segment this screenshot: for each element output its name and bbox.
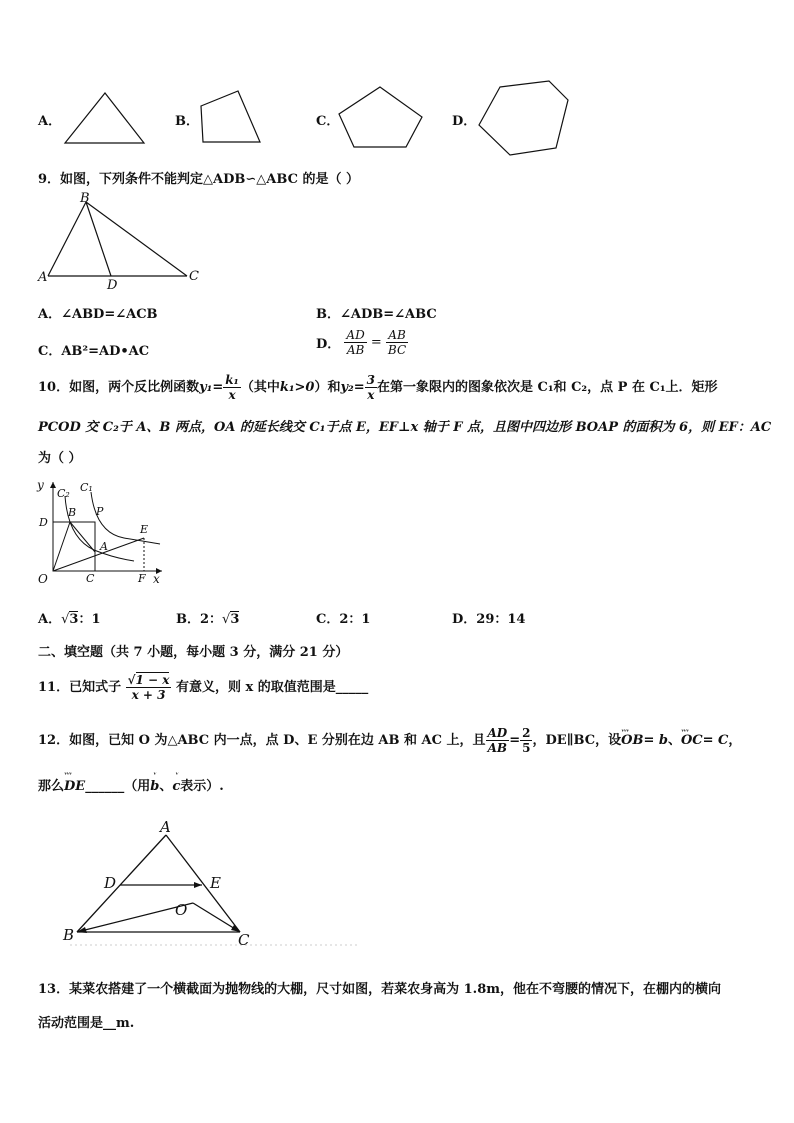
q9-option-d: D． $\frac{AD}{AB}$ = $\frac{AB}{BC}$	[316, 328, 407, 357]
q8-option-a-label: A．	[38, 114, 62, 129]
q12-ratio-fraction: $\frac{2}{5}$	[522, 726, 531, 755]
q9-option-d-fraction-2: $\frac{AB}{BC}$	[387, 328, 407, 357]
q10-label-x: x	[153, 572, 160, 586]
q8-triangle-figure	[60, 90, 150, 150]
q10-label-f: F	[138, 572, 146, 585]
q8-hexagon-figure	[476, 78, 576, 160]
q13-line-2: 活动范围是__m.	[38, 1016, 135, 1031]
q9-label-a: A	[38, 270, 48, 285]
q10-label-c: C	[86, 572, 95, 585]
q10-label-d: D	[39, 516, 48, 529]
q10-graph-figure	[34, 478, 169, 588]
q8-pentagon-figure	[336, 84, 426, 154]
q10-option-d: D．29：14	[452, 612, 526, 627]
q10-label-o: O	[38, 572, 48, 586]
q9-label-b: B	[80, 191, 90, 206]
q8-option-c-label: C．	[316, 114, 340, 129]
q12-label-c: C	[238, 931, 250, 949]
q12-label-a: A	[160, 818, 171, 836]
q8-option-d-label: D．	[452, 114, 477, 129]
q10-option-a: A．√3：1	[38, 612, 101, 627]
q10-line-2: PCOD 交 C₂于 A、B 两点，OA 的延长线交 C₁于点 E，EF⊥x 轴于 F 点，且图中四边形 BOAP 的面积为 6，则 EF：AC	[38, 420, 772, 435]
section-2-heading: 二、填空题（共 7 小题，每小题 3 分，满分 21 分）	[38, 645, 349, 660]
q10-k2-fraction: $\frac{3}{x}$	[366, 373, 375, 402]
q11-fraction: $\frac{√1 - x}{x + 3}$	[127, 673, 170, 702]
q9-triangle-figure	[36, 190, 206, 290]
q10-line-3: 为（ ）	[38, 451, 82, 466]
q12-label-e: E	[210, 874, 221, 892]
q13-line-1: 13．某菜农搭建了一个横截面为抛物线的大棚，尺寸如图，若菜农身高为 1.8m，他在不弯腰的情况下，在棚内的横向	[38, 982, 721, 997]
q10-label-c2: C₂	[57, 487, 70, 500]
q12-ad-ab-fraction: $\frac{AD}{AB}$	[487, 726, 508, 755]
q12-line-1: 12．如图，已知 O 为△ABC 内一点，点 D、E 分别在边 AB 和 AC 上，且 $\frac{AD}{AB}$ = $\frac{2}{5}$ ，DE∥BC，设ᵛᵛᵛ OB= b、ᵛᵛᵛ OC= C，	[38, 722, 741, 760]
q9-option-a: A．∠ABD=∠ACB	[38, 307, 158, 322]
q9-option-d-label: D．	[316, 337, 341, 352]
q9-stem: 9．如图，下列条件不能判定△ADB∽△ABC 的是（ ）	[38, 172, 359, 187]
q9-option-b: B．∠ADB=∠ABC	[316, 307, 437, 322]
q10-label-a: A	[100, 540, 108, 553]
q9-option-d-fraction-1: $\frac{AD}{AB}$	[346, 328, 365, 357]
q9-option-c: C．AB²=AD•AC	[38, 344, 150, 359]
q10-line-1: 10．如图，两个反比例函数y₁= $\frac{\text{k₁}}{x}$ （其中k₁>0）和y₂= $\frac{3}{x}$ 在第一象限内的图象依次是 C₁和 C₂，点 P 在 C₁上．矩形	[38, 373, 718, 402]
q10-option-b: B．2：√3	[176, 612, 240, 627]
q9-label-d: D	[107, 278, 118, 293]
q12-label-d: D	[104, 874, 117, 892]
q10-label-c1: C₁	[80, 481, 93, 494]
q8-option-b-label: B．	[175, 114, 199, 129]
q10-label-p: P	[96, 505, 104, 518]
q10-label-y: y	[37, 478, 44, 492]
q12-vector-oc: ᵛᵛᵛ OC	[681, 722, 703, 760]
q12-line-2: 那么ᵛᵛᵛ DE______（用ᵛ b、ᵛ c表示）.	[38, 775, 224, 794]
q12-label-b: B	[63, 926, 75, 944]
q10-label-e: E	[140, 523, 149, 536]
q12-vector-de: ᵛᵛᵛ DE	[64, 779, 85, 794]
q12-vector-ob: ᵛᵛᵛ OB	[621, 722, 643, 760]
q10-option-c: C．2：1	[316, 612, 371, 627]
q8-quadrilateral-figure	[195, 88, 275, 148]
q9-label-c: C	[189, 269, 199, 284]
q11: 11．已知式子 $\frac{√1 - x}{x + 3}$ 有意义，则 x 的取值范围是_____	[38, 673, 369, 702]
q12-label-o: O	[175, 901, 188, 919]
q10-label-b: B	[68, 506, 77, 519]
q10-k1-fraction: $\frac{\text{k₁}}{x}$	[225, 373, 239, 402]
